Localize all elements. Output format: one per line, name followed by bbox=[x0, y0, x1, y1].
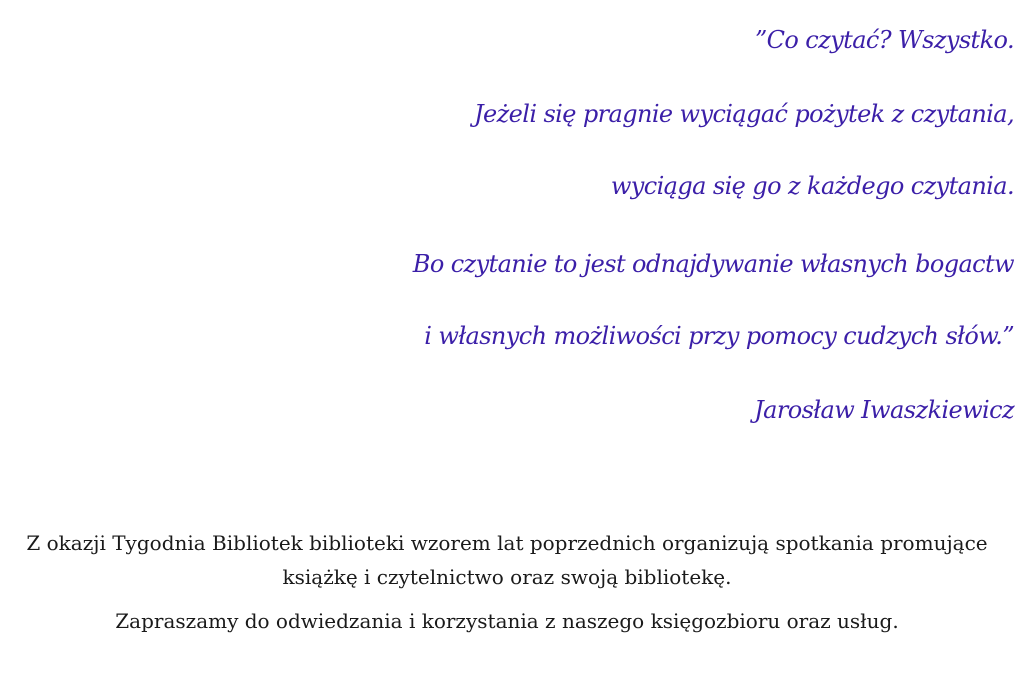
quote-line-1: ”Co czytać? Wszystko. bbox=[755, 26, 1014, 54]
announcement-paragraph: Z okazji Tygodnia Bibliotek biblioteki wzorem lat poprzednich organizują spotkania promujące książkę i czytelnictwo oraz swoją bibliotekę. bbox=[26, 531, 988, 589]
quote-line-2: Jeżeli się pragnie wyciągać pożytek z czytania, bbox=[474, 100, 1014, 128]
quote-line-5: i własnych możliwości przy pomocy cudzych słów.” bbox=[424, 322, 1014, 350]
quote-line-3: wyciąga się go z każdego czytania. bbox=[610, 172, 1014, 200]
quote-author: Jarosław Iwaszkiewicz bbox=[754, 396, 1014, 424]
invitation-paragraph: Zapraszamy do odwiedzania i korzystania z naszego księgozbioru oraz usług. bbox=[115, 609, 899, 633]
quote-line-4: Bo czytanie to jest odnajdywanie własnych bogactw bbox=[412, 250, 1014, 278]
